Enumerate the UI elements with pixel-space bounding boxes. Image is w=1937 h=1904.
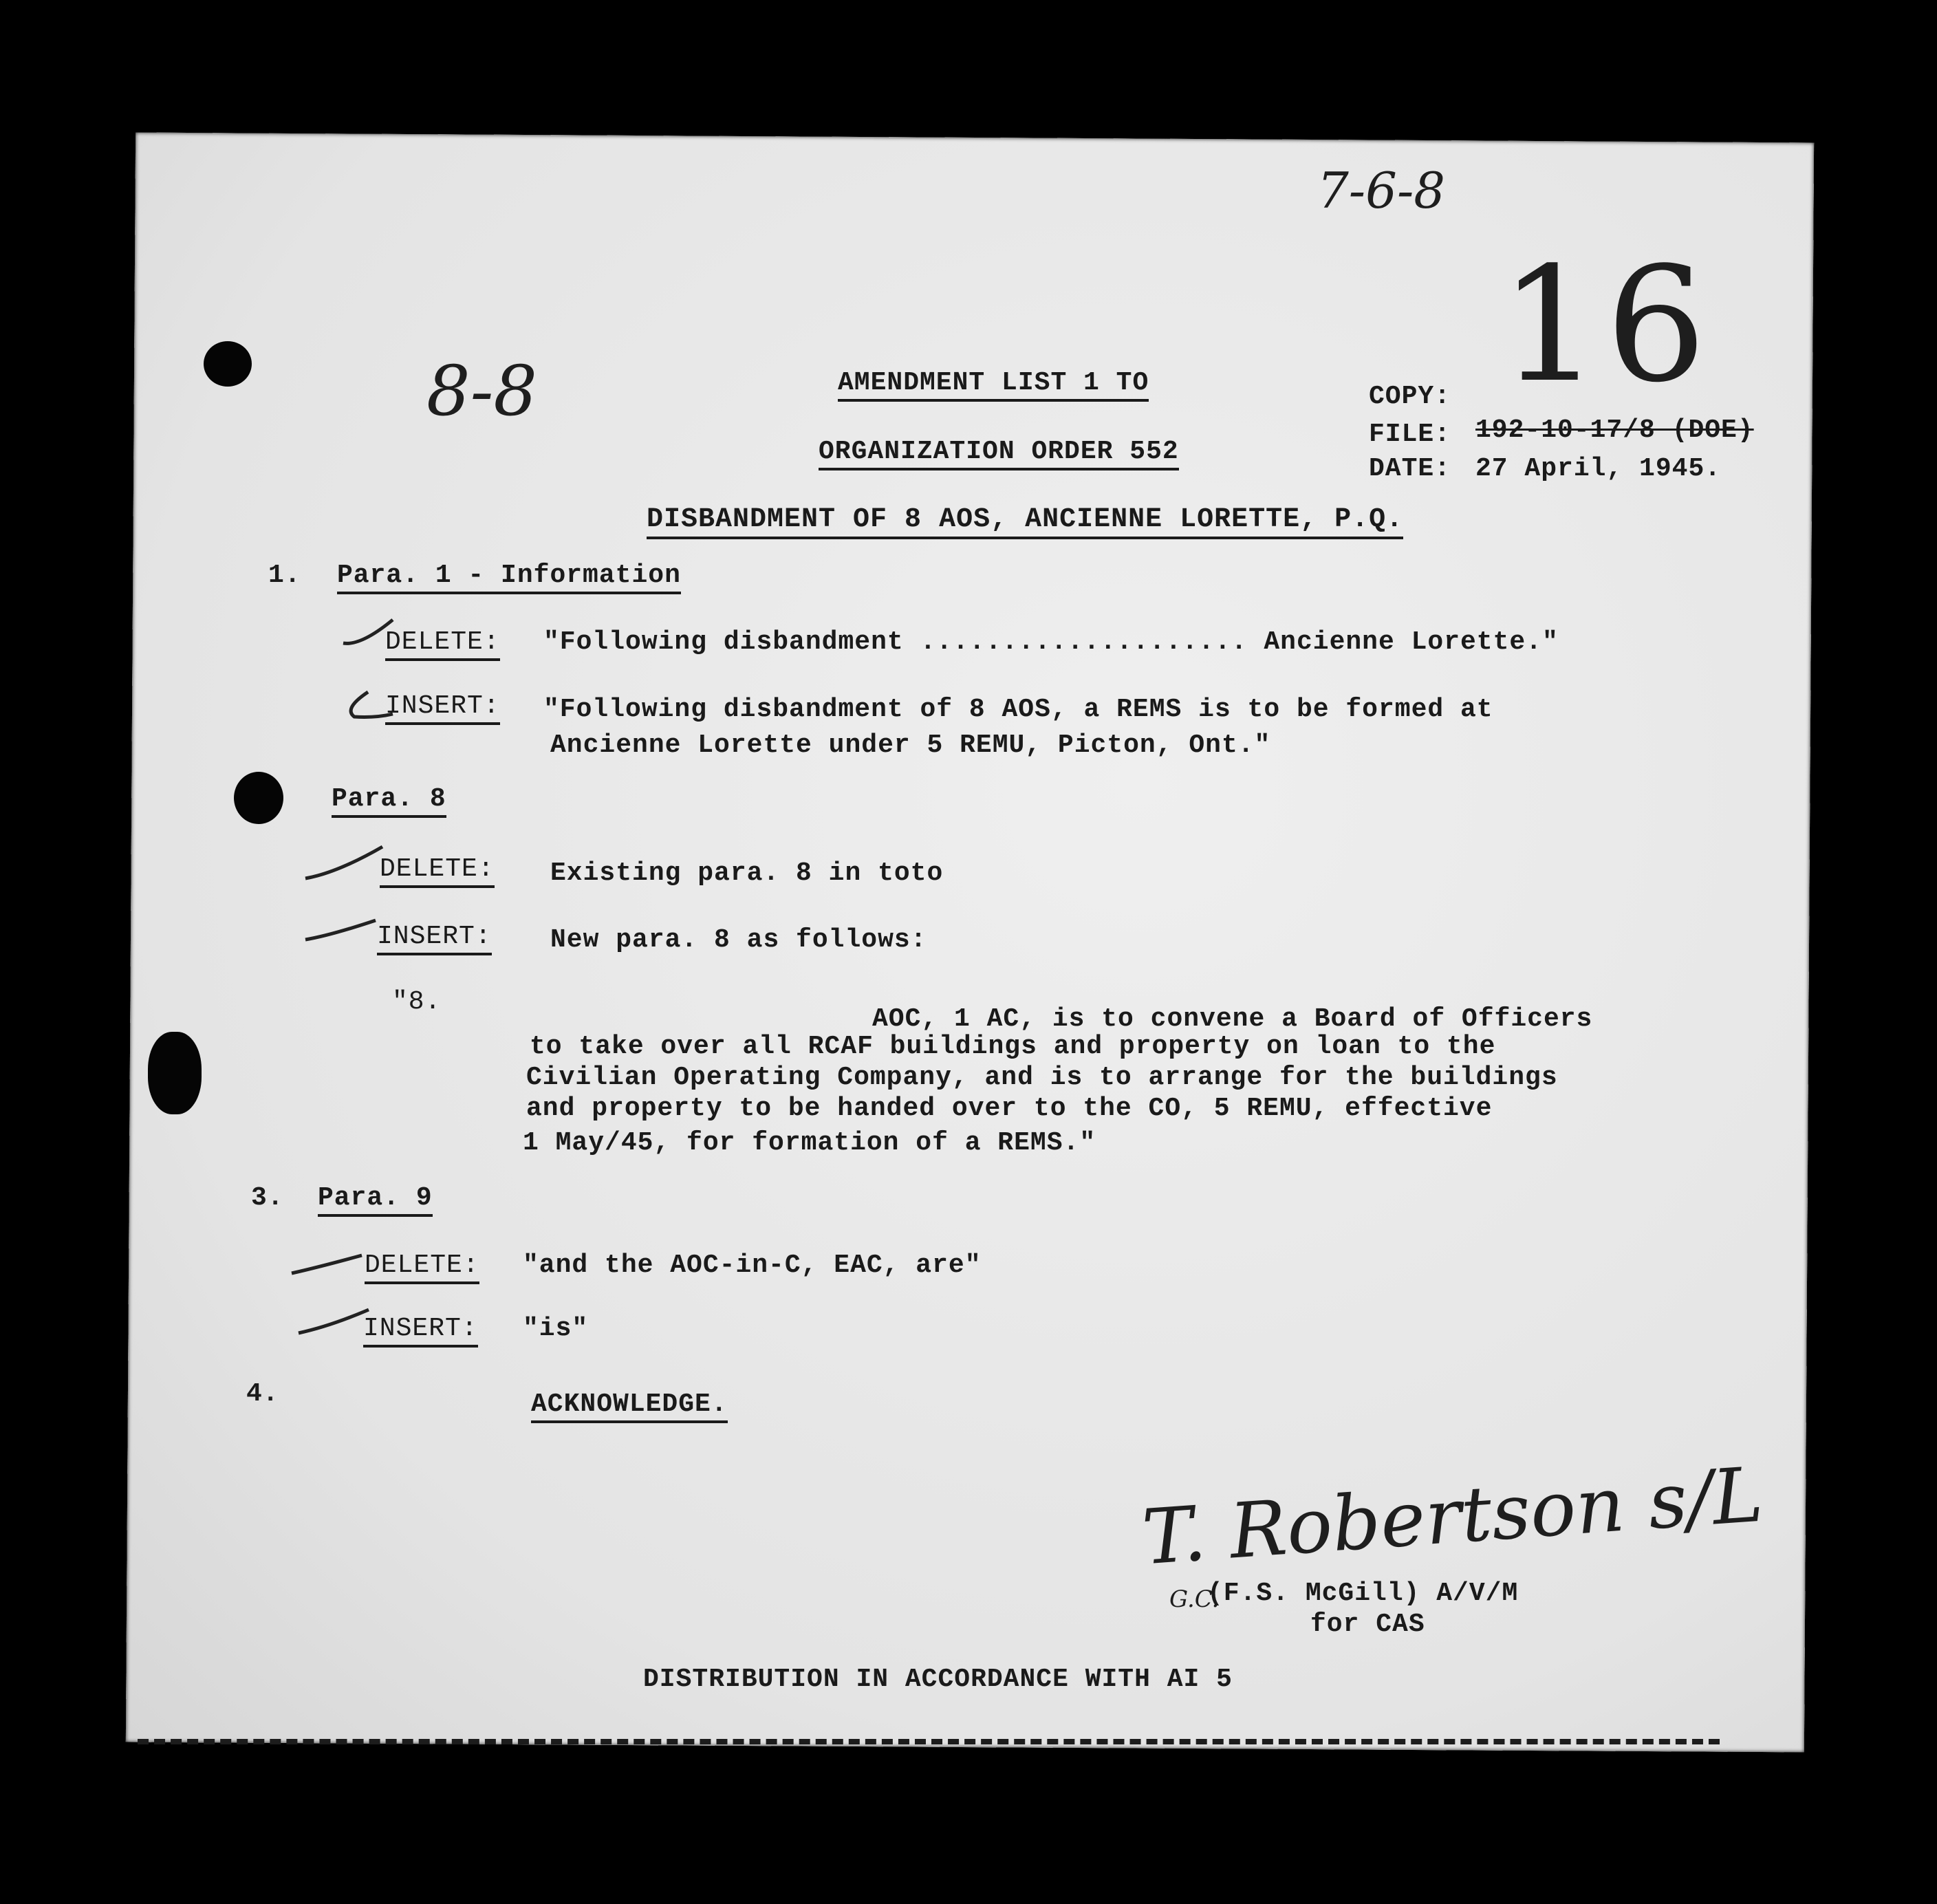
section-2-heading: Para. 8 <box>332 784 446 818</box>
section-2-quote-line-1: AOC, 1 AC, is to convene a Board of Officers <box>872 1004 1593 1034</box>
distribution-line: DISTRIBUTION IN ACCORDANCE WITH AI 5 <box>643 1665 1233 1694</box>
handwritten-margin-note: 8-8 <box>426 351 538 431</box>
section-1-insert-text-2: Ancienne Lorette under 5 REMU, Picton, Ont." <box>550 731 1271 760</box>
copy-label: COPY: <box>1369 382 1451 411</box>
acknowledge-text: ACKNOWLEDGE. <box>531 1389 728 1423</box>
section-3-delete-label: DELETE: <box>365 1251 479 1284</box>
signature-initials: G.C. <box>1169 1586 1220 1613</box>
punch-hole-middle <box>234 772 283 824</box>
check-mark-icon <box>303 843 385 884</box>
punch-hole-bottom <box>148 1032 202 1114</box>
check-mark-icon <box>340 688 396 722</box>
date-label: DATE: <box>1369 454 1451 484</box>
section-2-quote-line-2: to take over all RCAF buildings and property on loan to the <box>530 1032 1496 1061</box>
section-2-delete-text: Existing para. 8 in toto <box>550 858 944 888</box>
file-value: 192-10-17/8 (DOE) <box>1475 415 1754 445</box>
section-2-quote-line-5: 1 May/45, for formation of a REMS." <box>523 1128 1096 1158</box>
section-3-heading: Para. 9 <box>318 1183 433 1217</box>
file-label: FILE: <box>1369 420 1451 449</box>
section-1-insert-label: INSERT: <box>385 691 500 725</box>
section-4-number: 4. <box>246 1379 279 1409</box>
section-1-heading: Para. 1 - Information <box>337 561 681 594</box>
section-1-insert-text-1: "Following disbandment of 8 AOS, a REMS is to be formed at <box>543 695 1493 724</box>
section-2-insert-text: New para. 8 as follows: <box>550 925 927 955</box>
punch-hole-top <box>204 341 252 387</box>
section-3-insert-label: INSERT: <box>363 1314 478 1348</box>
section-1-delete-text: "Following disbandment .................... Ancienne Lorette." <box>543 627 1559 657</box>
handwritten-number: 16 <box>1500 234 1712 418</box>
section-2-quote-line-4: and property to be handed over to the CO, 5 REMU, effective <box>526 1094 1493 1123</box>
signatory-for-line: for CAS <box>1310 1610 1425 1639</box>
section-2-insert-label: INSERT: <box>377 922 492 955</box>
section-1-number: 1. <box>268 561 301 590</box>
handwritten-signature: T. Robertson s/L <box>1139 1450 1766 1582</box>
title-line-1: AMENDMENT LIST 1 TO <box>838 368 1149 402</box>
title-line-2: ORGANIZATION ORDER 552 <box>819 437 1179 470</box>
section-2-quote-number: "8. <box>392 987 442 1017</box>
check-mark-icon <box>340 616 396 650</box>
subject-line: DISBANDMENT OF 8 AOS, ANCIENNE LORETTE, P.Q. <box>647 504 1403 539</box>
section-3-number: 3. <box>251 1183 284 1213</box>
section-2-quote-line-3: Civilian Operating Company, and is to arrange for the buildings <box>526 1063 1558 1092</box>
handwritten-file-ref: 7-6-8 <box>1317 162 1446 219</box>
section-2-delete-label: DELETE: <box>380 854 495 888</box>
section-3-insert-text: "is" <box>523 1314 589 1343</box>
section-3-delete-text: "and the AOC-in-C, EAC, are" <box>523 1251 982 1280</box>
date-value: 27 April, 1945. <box>1475 454 1722 484</box>
check-mark-icon <box>289 1248 365 1283</box>
perforation-line <box>138 1739 1720 1744</box>
section-1-delete-label: DELETE: <box>385 627 500 661</box>
check-mark-icon <box>303 915 378 949</box>
check-mark-icon <box>296 1306 371 1340</box>
signatory-name: (F.S. McGill) A/V/M <box>1207 1579 1519 1608</box>
